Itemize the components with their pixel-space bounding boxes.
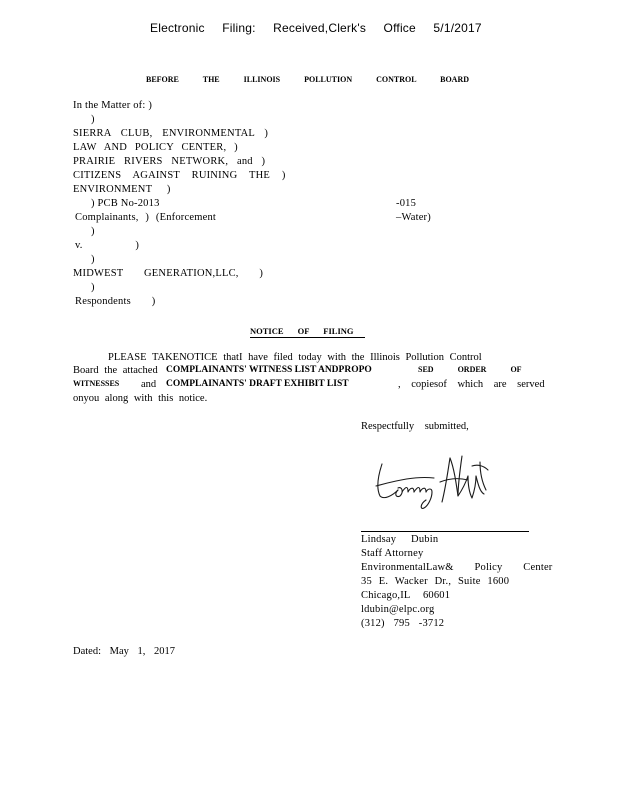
caption-line: PRAIRIE RIVERS NETWORK, and ) [73, 156, 266, 167]
notice-line: PLEASE TAKENOTICE thatI have filed today with the Illinois Pollution Control [108, 352, 482, 363]
email: ldubin@elpc.org [361, 604, 435, 615]
attorney-name: Lindsay Dubin [361, 534, 439, 545]
caption-line: ) [91, 254, 95, 265]
address-line-1: 35 E. Wacker Dr., Suite 1600 [361, 576, 510, 587]
attorney-title: Staff Attorney [361, 548, 424, 559]
address-line-2: Chicago,IL 60601 [361, 590, 451, 601]
notice-title-underline [250, 337, 365, 338]
notice-line: , copiesof which are served [398, 379, 545, 390]
notice-word: and [141, 379, 157, 390]
notice-line: onyou along with this notice. [73, 393, 208, 404]
enforcement-suffix: –Water) [396, 212, 431, 223]
handwritten-signature [368, 446, 498, 512]
phone: (312) 795 -3712 [361, 618, 445, 629]
caption-line: CITIZENS AGAINST RUINING THE ) [73, 170, 286, 181]
closing: Respectfully submitted, [361, 421, 469, 432]
document-title: COMPLAINANTS' WITNESS LIST ANDPROPO [166, 365, 372, 375]
caption-line: In the Matter of: ) [73, 100, 153, 111]
caption-line: ) [91, 226, 95, 237]
case-number-suffix: -015 [396, 198, 417, 209]
caption-line: Complainants, ) (Enforcement [75, 212, 217, 223]
board-title: BEFORE THE ILLINOIS POLLUTION CONTROL BOARD [146, 75, 470, 84]
notice-title: NOTICE OF FILING [250, 326, 354, 336]
document-title: SED ORDER OF [418, 365, 522, 374]
caption-line: v. ) [75, 240, 140, 251]
caption-line: ) PCB No-2013 [91, 198, 160, 209]
document-title: COMPLAINANTS' DRAFT EXHIBIT LIST [166, 379, 349, 389]
date-line: Dated: May 1, 2017 [73, 646, 175, 657]
signature-line [361, 531, 529, 532]
caption-line: SIERRA CLUB, ENVIRONMENTAL ) [73, 128, 269, 139]
document-title: WITNESSES [73, 379, 120, 388]
caption-line: LAW AND POLICY CENTER, ) [73, 142, 238, 153]
notice-line: Board the attached [73, 365, 158, 376]
caption-line: Respondents ) [75, 296, 156, 307]
caption-line: ) [91, 282, 95, 293]
caption-line: MIDWEST GENERATION,LLC, ) [73, 268, 264, 279]
filing-stamp: Electronic Filing: Received,Clerk's Office 5/1/2017 [150, 21, 482, 35]
caption-line: ) [91, 114, 95, 125]
caption-line: ENVIRONMENT ) [73, 184, 171, 195]
organization: EnvironmentalLaw& Policy Center [361, 562, 553, 573]
